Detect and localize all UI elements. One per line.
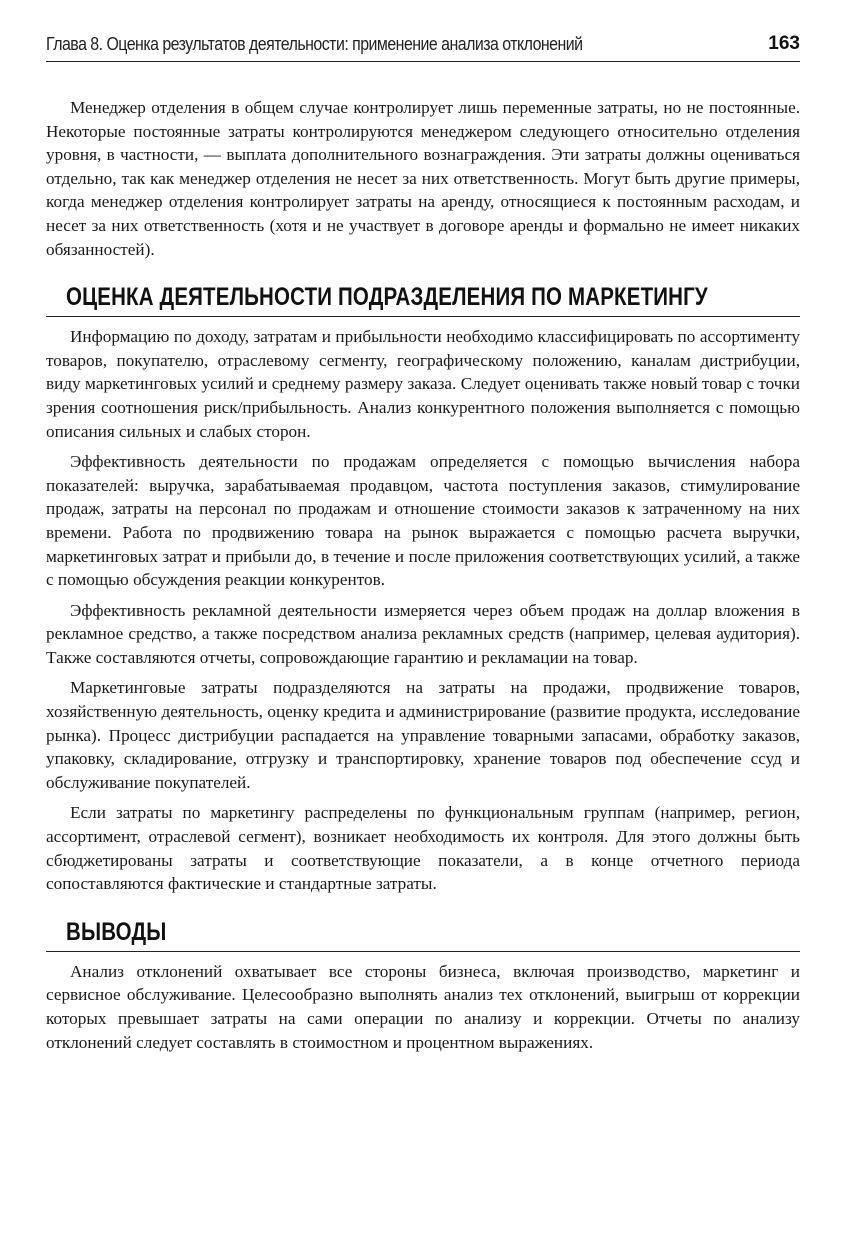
marketing-paragraph-4: Маркетинговые затраты подразделяются на затраты на продажи, продвижение товаров, хозяйственную деятельность, оценку кредита и администрирование (развитие продукта, исследование рынка). Процесс дистрибуции распадается на управление товарными запасами, обработку заказов, упаковку, складирование, отгрузку и транспортировку, хранение товаров под обеспечение ссуд и обслуживание покупателей. bbox=[46, 678, 800, 792]
section-heading-marketing-text: ОЦЕНКА ДЕЯТЕЛЬНОСТИ ПОДРАЗДЕЛЕНИЯ ПО МАРКЕТИНГУ bbox=[66, 283, 708, 312]
section-heading-marketing bbox=[46, 283, 800, 317]
marketing-paragraph-3: Эффективность рекламной деятельности измеряется через объем продаж на доллар вложения в рекламное средство, а также посредством анализа рекламных средств (например, целевая аудитория). Также составляются отчеты, сопровождающие гарантию и рекламации на товар. bbox=[46, 600, 800, 667]
marketing-paragraph-2: Эффективность деятельности по продажам определяется с помощью вычисления набора показателей: выручка, зарабатываемая продавцом, частота поступления заказов, стимулирование продаж, затраты на персонал по продажам и отношение стоимости заказов к затраченному на них времени. Работа по продвижению товара на рынок выражается с помощью расчета выручки, маркетинговых затрат и прибыли до, в течение и после приложения соответствующих усилий, а также с помощью обсуждения реакции конкурентов. bbox=[46, 452, 800, 590]
page-number: 163 bbox=[768, 33, 800, 54]
running-head bbox=[46, 0, 800, 62]
section-heading-conclusions bbox=[46, 918, 800, 952]
conclusions-paragraph: Анализ отклонений охватывает все стороны бизнеса, включая производство, маркетинг и сервисное обслуживание. Целесообразно выполнять анализ тех отклонений, выигрыш от коррекции которых превышает затраты на сами операции по анализу и коррекции. Отчеты по анализу отклонений следует составлять в стоимостном и процентном выражениях. bbox=[46, 961, 800, 1052]
running-head-title: Глава 8. Оценка результатов деятельности: применение анализа отклонений bbox=[46, 33, 583, 54]
marketing-paragraph-5: Если затраты по маркетингу распределены по функциональным группам (например, регион, ассортимент, отраслевой сегмент), возникает необходимость их контроля. Для этого должны быть сбюджетированы затраты и соответствующие показатели, а в конце отчетного периода сопоставляются фактические и стандартные затраты. bbox=[46, 803, 800, 894]
section-heading-conclusions-text: ВЫВОДЫ bbox=[66, 917, 167, 946]
book-page bbox=[46, 0, 800, 1054]
marketing-paragraph-1: Информацию по доходу, затратам и прибыльности необходимо классифицировать по ассортименту товаров, покупателю, отраслевому сегменту, географическому положению, каналам дистрибуции, виду маркетинговых усилий и среднему размеру заказа. Следует оценивать также новый товар с точки зрения соотношения риск/прибыльность. Анализ конкурентного положения выполняется с помощью описания сильных и слабых сторон. bbox=[46, 327, 800, 441]
intro-paragraph: Менеджер отделения в общем случае контролирует лишь переменные затраты, но не постоянные. Некоторые постоянные затраты контролируются менеджером следующего относительно отделения уровня, в частности, — выплата дополнительного вознаграждения. Эти затраты должны оцениваться отдельно, так как менеджер отделения не несет за них ответственность. Могут быть другие примеры, когда менеджер отделения контролирует затраты на аренду, относящиеся к постоянным расходам, и несет за них ответственность (хотя и не участвует в договоре аренды и формально не имеет никаких обязанностей). bbox=[46, 98, 800, 259]
